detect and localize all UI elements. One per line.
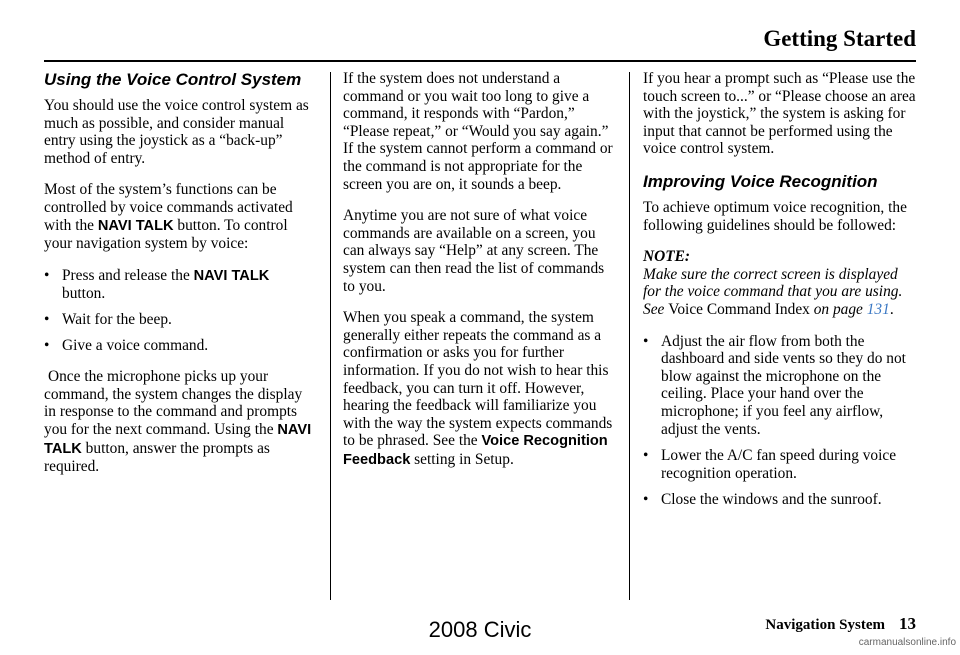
column-2 (343, 70, 615, 483)
voice-recognition-feedback-ref: Voice Recognition Feedback (343, 433, 608, 468)
page-number: 13 (899, 614, 916, 633)
paragraph: Once the microphone picks up your command, the system changes the display in response to the command and prompts you for the next command. Using the NAVI TALK button, answer the prompts as required. (44, 368, 312, 476)
list-item: • Lower the A/C fan speed during voice recognition operation. (643, 447, 917, 482)
navi-talk-button-ref: NAVI TALK (44, 421, 312, 457)
list-item: • Wait for the beep. (44, 311, 314, 329)
site-watermark: carmanualsonline.info (858, 637, 956, 648)
guidelines-list (643, 333, 917, 509)
footer-section: Navigation System (765, 617, 885, 633)
list-item: • Give a voice command. (44, 337, 314, 355)
list-item: • Adjust the air flow from both the dashboard and side vents so they do not blow against the microphone on the ceiling. Place your hand over the microphone; if you feel any airflow, adjust the vents. (643, 333, 917, 439)
note-body: Make sure the correct screen is displayed for the voice command that you are using. See Voice Command Index on page 131. (643, 265, 903, 318)
column-divider-1 (330, 72, 331, 600)
list-item: • Press and release the NAVI TALK button. (44, 267, 314, 303)
column-1 (44, 70, 314, 490)
note-label: NOTE: (643, 248, 691, 266)
paragraph: Most of the system’s functions can be controlled by voice commands activated with the NAVI TALK button. To control your navigation system by voice: (44, 181, 293, 253)
steps-list (44, 267, 314, 354)
header-rule (44, 60, 916, 62)
voice-command-index-ref: Voice Command Index (668, 300, 810, 318)
page-link[interactable]: 131 (866, 300, 890, 318)
paragraph: If you hear a prompt such as “Please use the touch screen to...” or “Please choose an area with the joystick,” the system is asking for input that cannot be performed using the voice control system. (643, 70, 916, 158)
column-divider-2 (629, 72, 630, 600)
section-heading-improving-recognition: Improving Voice Recognition (643, 171, 878, 191)
paragraph: You should use the voice control system as much as possible, and consider manual entry using the joystick as a “back-up” method of entry. (44, 97, 309, 167)
list-item: • Close the windows and the sunroof. (643, 491, 917, 509)
navi-talk-button-ref: NAVI TALK (97, 217, 174, 234)
navi-talk-button-ref: NAVI TALK (193, 267, 270, 284)
paragraph: Anytime you are not sure of what voice commands are available on a screen, you can always say “Help” at any screen. The system can then read the list of commands to you. (343, 207, 605, 295)
column-3 (643, 70, 917, 518)
section-heading-voice-control: Using the Voice Control System (44, 70, 302, 89)
paragraph: When you speak a command, the system generally either repeats the command as a confirmation or asks you for further information. If you do not wish to hear this feedback, you can turn it off. However, hearing the feedback will familiarize you with the way the system expects commands to be phrased. See the Voice Recognition Feedback setting in Setup. (343, 309, 613, 468)
model-watermark: 2008 Civic (428, 617, 532, 642)
paragraph: If the system does not understand a command or you wait too long to give a command, it responds with “Pardon,” “Please repeat,” or “Would you say again.” If the system cannot perform a command or the command is not appropriate for the screen you are on, it sounds a beep. (343, 70, 613, 193)
page-header-title: Getting Started (763, 26, 916, 51)
paragraph: To achieve optimum voice recognition, the following guidelines should be followed: (643, 198, 907, 234)
